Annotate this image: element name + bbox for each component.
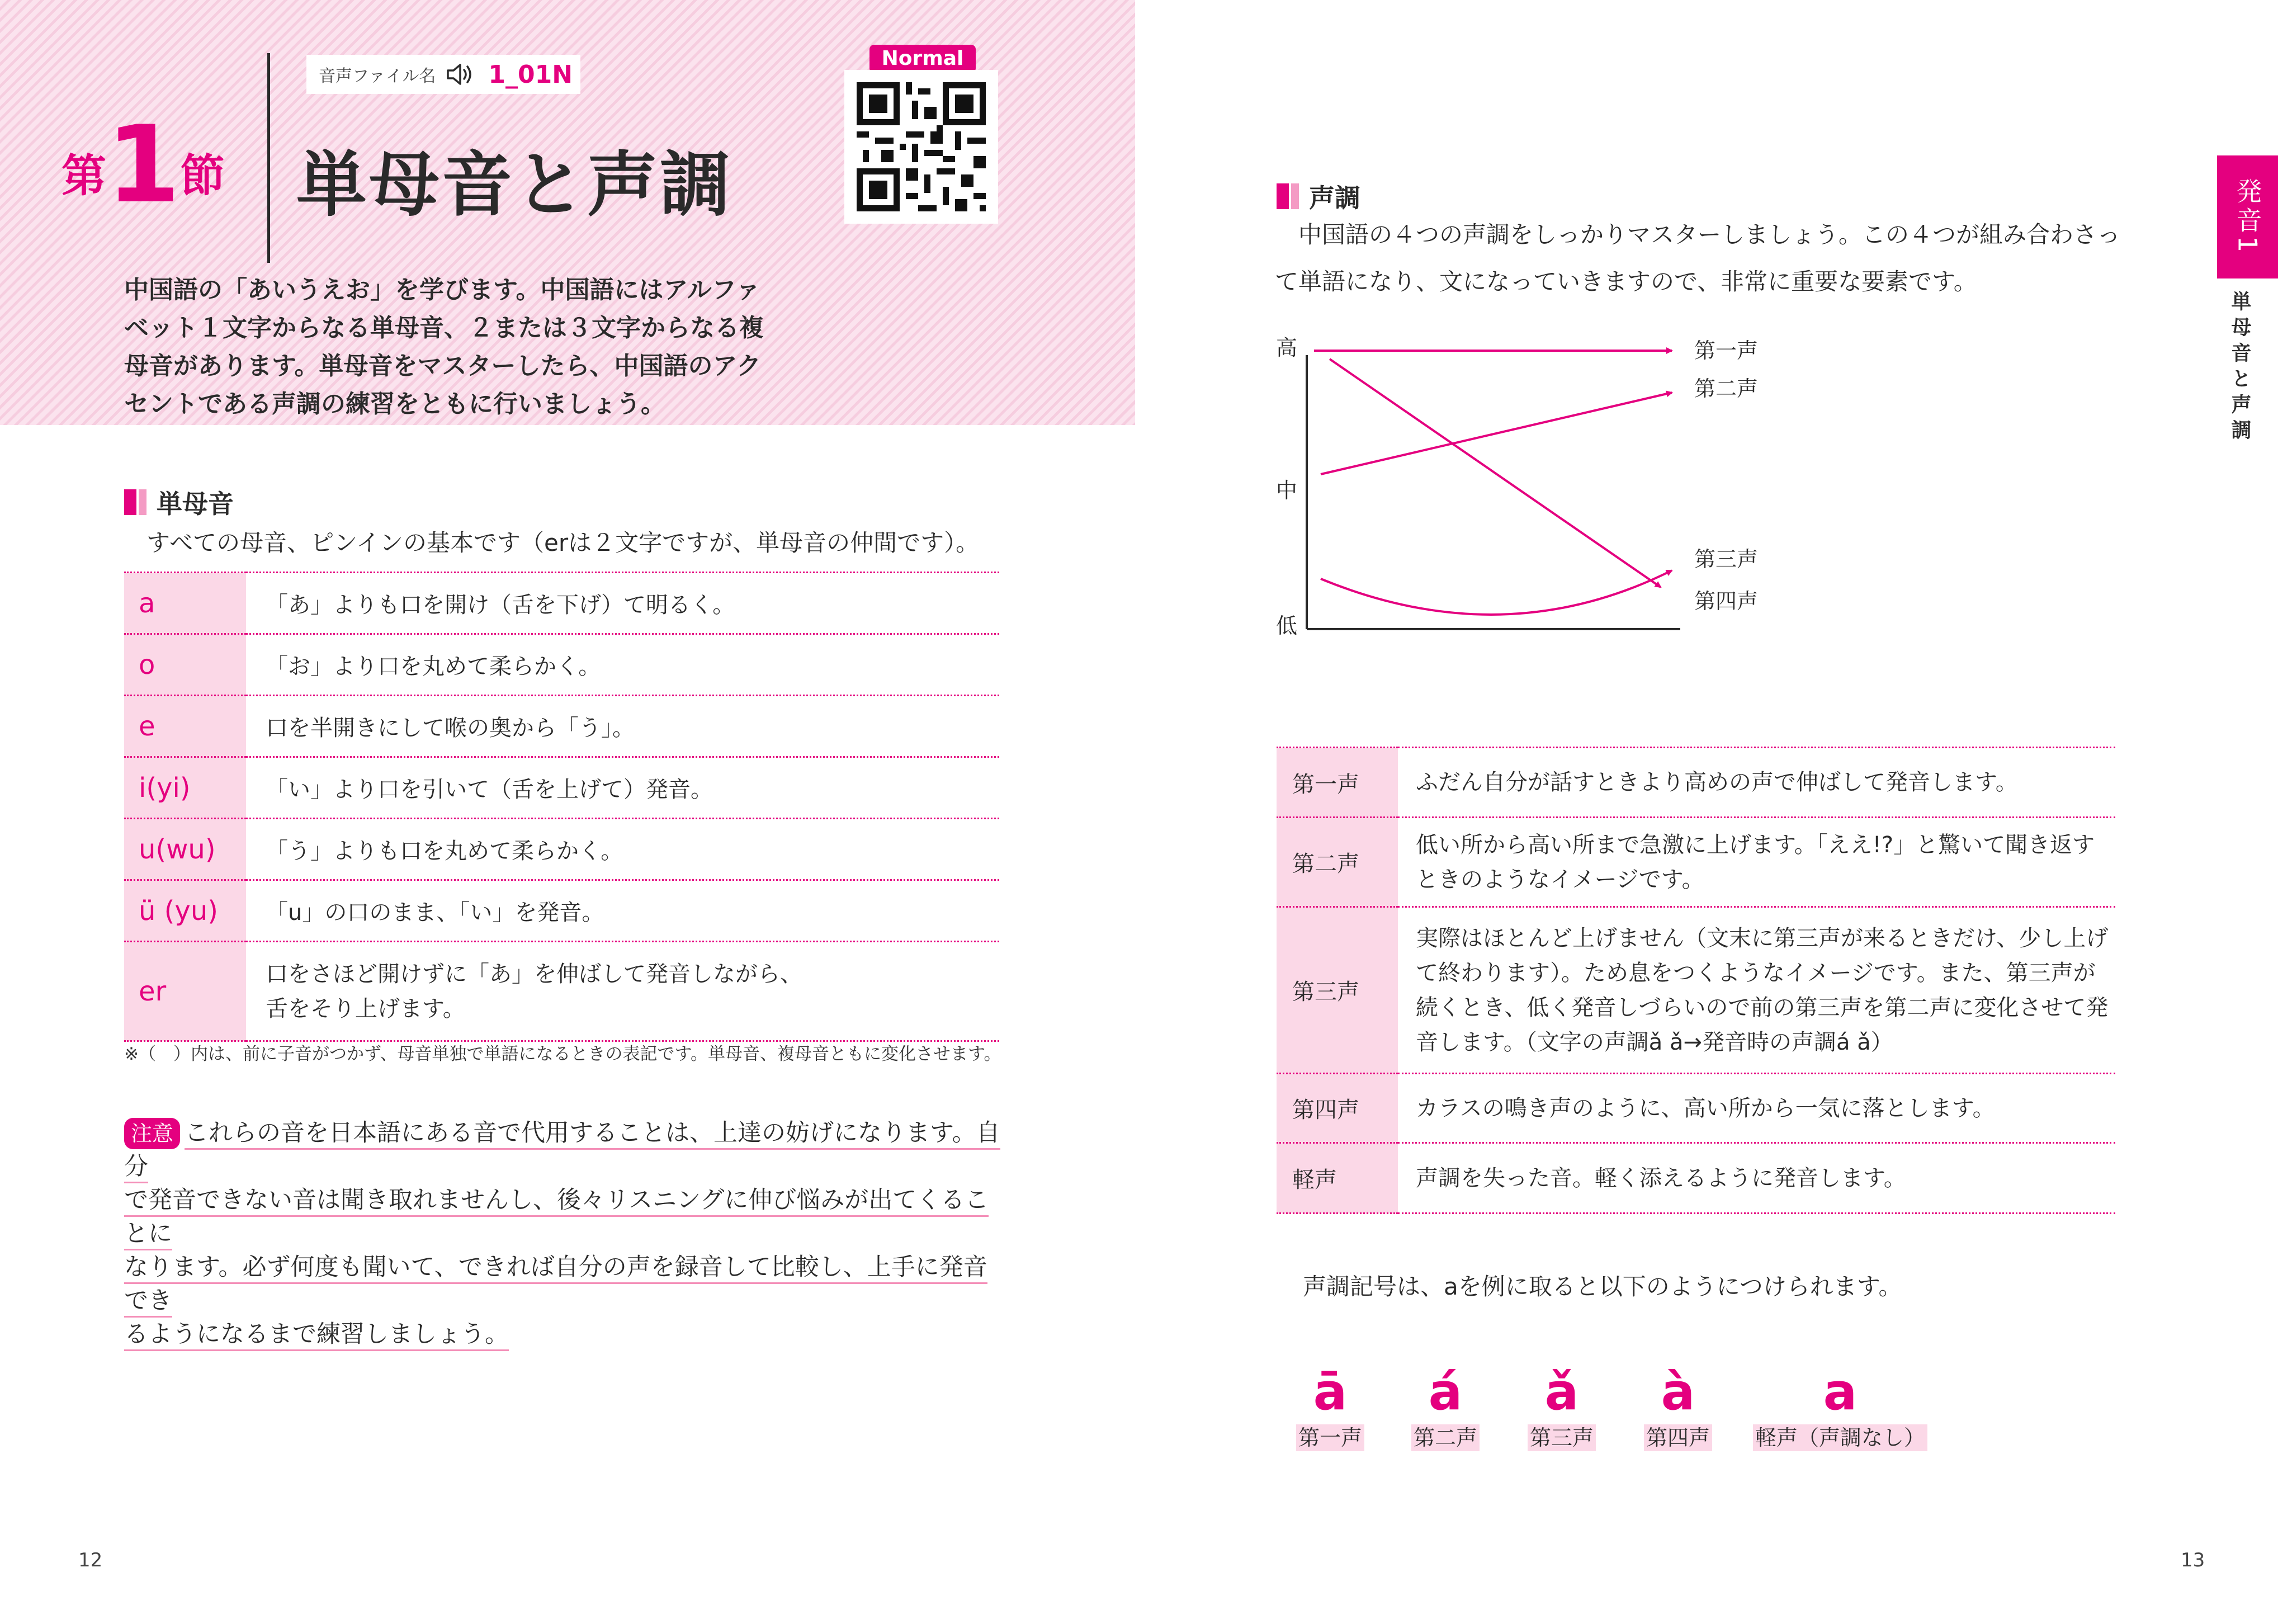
- tone-mark-label: 第一声: [1296, 1424, 1364, 1451]
- tone-mark-label: 第三声: [1528, 1424, 1596, 1451]
- tone-mark-label: 第二声: [1411, 1424, 1480, 1451]
- tone-desc: 声調を失った音。軽く添えるように発音します。: [1398, 1143, 2115, 1214]
- vowel-key: er: [124, 942, 246, 1041]
- tone-table: [1277, 747, 2115, 1214]
- tone-key: 軽声: [1277, 1143, 1398, 1214]
- vowel-desc: 「い」より口を引いて（舌を上げて）発音。: [246, 757, 999, 819]
- table-row: [124, 696, 999, 757]
- qr-code-icon: [844, 70, 998, 224]
- caution-line: るようになるまで練習しましょう。: [124, 1320, 509, 1351]
- tone-mark-4: [1644, 1365, 1712, 1451]
- vowel-desc: 口を半開きにして喉の奥から「う」。: [246, 696, 999, 757]
- vowel-desc-line: 口をさほど開けずに「あ」を伸ばして発音しながら、: [266, 961, 802, 987]
- caution-line: これらの音を日本語にある音で代用することは、上達の妨げになります。自分: [124, 1119, 1000, 1183]
- side-tab[interactable]: 発音1: [2217, 155, 2278, 278]
- heading-marker-icon: [124, 489, 146, 515]
- audio-file-label: [306, 55, 580, 94]
- vowel-key: u(wu): [124, 819, 246, 880]
- level-badge: Normal: [869, 45, 976, 73]
- tone2-line: [1321, 393, 1672, 474]
- tone-mark-char: a: [1823, 1363, 1858, 1422]
- tone-desc: カラスの鳴き声のように、高い所から一気に落とします。: [1398, 1074, 2115, 1143]
- vowels-intro: すべての母音、ピンインの基本です（erは２文字ですが、単母音の仲間です）。: [146, 529, 980, 556]
- tone-key: 第四声: [1277, 1074, 1398, 1143]
- series-label-tone2: 第二声: [1694, 376, 1759, 401]
- tone-key: 第一声: [1277, 748, 1398, 818]
- tone4-line: [1330, 359, 1661, 587]
- table-row: [124, 757, 999, 819]
- tones-intro: 中国語の４つの声調をしっかりマスターしましょう。この４つが組み合わさって単語になり、文になっていきますので、非常に重要な要素です。: [1275, 221, 2121, 295]
- section-prefix: 第: [62, 150, 106, 202]
- section-number: [62, 103, 225, 226]
- tone-mark-char: à: [1661, 1363, 1695, 1422]
- table-row: [1277, 748, 2115, 818]
- vowel-desc: 「u」の口のまま、「い」を発音。: [246, 880, 999, 942]
- table-row: [124, 942, 999, 1041]
- vowel-key: ü (yu): [124, 880, 246, 942]
- tones-heading-text: 声調: [1309, 183, 1360, 213]
- qr-code[interactable]: [844, 70, 998, 224]
- header-divider: [267, 53, 270, 263]
- tone-mark-1: [1296, 1365, 1364, 1451]
- tone-key: 第三声: [1277, 907, 1398, 1074]
- tone-mark-2: [1411, 1365, 1480, 1451]
- table-row: [124, 880, 999, 942]
- vowels-heading: [124, 484, 234, 521]
- vowels-heading-text: 単母音: [157, 489, 234, 519]
- series-label-tone1: 第一声: [1694, 338, 1759, 363]
- tone-mark-5: [1753, 1365, 1927, 1451]
- vowel-table: [124, 572, 999, 1042]
- vowel-key: i(yi): [124, 757, 246, 819]
- vowel-desc: 「う」よりも口を丸めて柔らかく。: [246, 819, 999, 880]
- vowel-note: ※（ ）内は、前に子音がつかず、母音単独で単語になるときの表記です。単母音、複母音ともに変化させます。: [124, 1044, 1001, 1064]
- speaker-icon: [446, 62, 478, 87]
- series-label-tone3: 第三声: [1694, 547, 1759, 572]
- tone-desc: ふだん自分が話すときより高めの声で伸ばして発音します。: [1398, 748, 2115, 818]
- table-row: [124, 819, 999, 880]
- tone-sign-intro: 声調記号は、aを例に取ると以下のようにつけられます。: [1303, 1273, 1902, 1300]
- vowel-key: a: [124, 573, 246, 634]
- table-row: [124, 573, 999, 634]
- chapter-intro: 中国語の「あいうえお」を学びます。中国語にはアルファベット１文字からなる単母音、２または３文字からなる複母音があります。単母音をマスターしたら、中国語のアクセントである声調の練習をともに行いましょう。: [124, 276, 764, 418]
- tone-mark-label: 軽声（声調なし）: [1753, 1424, 1927, 1451]
- chart-y-label-mid: 中: [1276, 478, 1298, 503]
- tone-desc: 低い所から高い所まで急激に上げます。「ええ!?」と驚いて聞き返すときのようなイメージです。: [1398, 818, 2115, 907]
- series-label-tone4: 第四声: [1694, 589, 1759, 613]
- tone-mark-char: ǎ: [1544, 1363, 1579, 1422]
- tone-desc: 実際はほとんど上げません（文末に第三声が来るときだけ、少し上げて終わります）。ため息をつくようなイメージです。また、第三声が続くとき、低く発音しづらいので前の第三声を第二声に変化させて発音します。（文字の声調ǎ ǎ→発音時の声調á ǎ）: [1398, 907, 2115, 1074]
- audio-file-code: 1_01N: [488, 60, 573, 89]
- tone-mark-char: ā: [1313, 1363, 1348, 1422]
- vowel-desc-line: 舌をそり上げます。: [266, 995, 465, 1022]
- tone3-curve: [1321, 570, 1672, 615]
- caution-block: [124, 1116, 1002, 1351]
- chapter-title: 単母音と声調: [296, 144, 732, 226]
- vowel-desc: 「あ」よりも口を開け（舌を下げ）て明るく。: [246, 573, 999, 634]
- chart-y-label-high: 高: [1276, 336, 1298, 360]
- table-row: [1277, 1074, 2115, 1143]
- table-row: [124, 634, 999, 696]
- caution-line: で発音できない音は聞き取れませんし、後々リスニングに伸び悩みが出てくることに: [124, 1186, 989, 1250]
- chart-y-label-low: 低: [1276, 613, 1298, 638]
- vowel-desc: [246, 942, 999, 1041]
- tones-heading: [1277, 178, 1360, 215]
- tone-mark-char: á: [1428, 1363, 1463, 1422]
- caution-badge: 注意: [124, 1118, 180, 1149]
- vowel-desc: 「お」より口を丸めて柔らかく。: [246, 634, 999, 696]
- vowel-key: e: [124, 696, 246, 757]
- tone-chart: [1269, 330, 1828, 643]
- heading-marker-icon: [1277, 183, 1299, 209]
- tone-mark-label: 第四声: [1644, 1424, 1712, 1451]
- caution-line: なります。必ず何度も聞いて、できれば自分の声を録音して比較し、上手に発音でき: [124, 1253, 987, 1318]
- page-number-right: 13: [2181, 1549, 2205, 1571]
- side-tab-label: 単母音と声調: [2228, 291, 2251, 445]
- table-row: [1277, 818, 2115, 907]
- page-number-left: 12: [78, 1549, 103, 1571]
- tone-mark-3: [1528, 1365, 1596, 1451]
- table-row: [1277, 1143, 2115, 1214]
- tone-key: 第二声: [1277, 818, 1398, 907]
- vowel-key: o: [124, 634, 246, 696]
- section-number-digit: 1: [106, 103, 181, 226]
- audio-label-text: 音声ファイル名: [319, 67, 436, 86]
- table-row: [1277, 907, 2115, 1074]
- section-suffix: 節: [180, 150, 225, 202]
